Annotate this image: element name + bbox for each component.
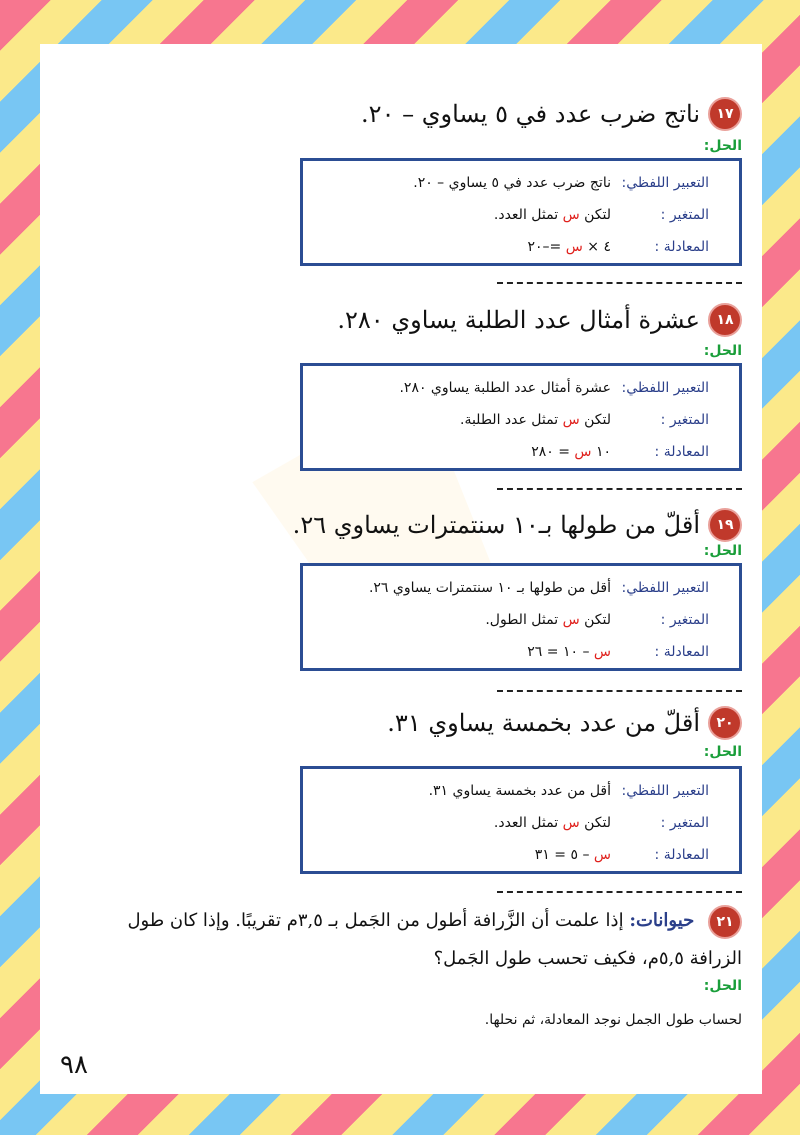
verbal-row (303, 783, 739, 805)
variable-text (460, 412, 611, 428)
question-text: أقلّ من طولها بـ١٠ سنتمترات يساوي ٢٦. (292, 511, 700, 539)
verbal-label: التعبير اللفظي: (621, 175, 709, 191)
variable-row (303, 207, 739, 229)
equation-right: = ٢٨٠ (531, 444, 570, 460)
question-text: عشرة أمثال عدد الطلبة يساوي ٢٨٠. (337, 306, 700, 334)
variable-text (485, 612, 611, 628)
equation-text (531, 444, 611, 460)
solution-box-19 (300, 563, 742, 671)
solution-answer: لحساب طول الجمل نوجد المعادلة، ثم نحلها. (484, 1012, 742, 1028)
variable-suffix: تمثل العدد. (493, 207, 559, 223)
question-19 (293, 508, 742, 542)
verbal-text: ناتج ضرب عدد في ٥ يساوي – ٢٠. (413, 175, 611, 191)
variable-symbol: س (562, 815, 580, 831)
equation-label: المعادلة : (654, 644, 709, 660)
variable-row (303, 815, 739, 837)
variable-text (494, 207, 611, 223)
page-number: ٩٨ (60, 1050, 88, 1080)
solution-box-17 (300, 158, 742, 266)
variable-row (303, 612, 739, 634)
equation-symbol: س (593, 847, 611, 863)
question-number-badge: ٢٠ (708, 706, 742, 740)
separator (497, 282, 742, 284)
equation-symbol: س (574, 444, 592, 460)
equation-row (303, 444, 739, 466)
verbal-row (303, 580, 739, 602)
separator (497, 690, 742, 692)
equation-right: =–٢٠ (527, 239, 562, 255)
variable-suffix: تمثل العدد. (493, 815, 559, 831)
solution-label: الحل: (703, 744, 742, 760)
variable-suffix: تمثل عدد الطلبة. (460, 412, 559, 428)
solution-box-20 (300, 766, 742, 874)
question-17 (361, 97, 742, 131)
question-number-badge: ١٨ (708, 303, 742, 337)
question-number-badge: ١٩ (708, 508, 742, 542)
question-text-line2: الزرافة ٥,٥م، فكيف تحسب طول الجَمل؟ (433, 948, 742, 969)
variable-row (303, 412, 739, 434)
equation-text (527, 644, 611, 660)
equation-right: – ١٠ = ٢٦ (527, 644, 590, 660)
variable-label: المتغير : (660, 412, 709, 428)
question-21-line1 (102, 902, 742, 940)
verbal-row (303, 175, 739, 197)
question-text: ناتج ضرب عدد في ٥ يساوي – ٢٠. (361, 100, 700, 128)
equation-right: – ٥ = ٣١ (534, 847, 590, 863)
question-18 (337, 303, 742, 337)
separator (497, 488, 742, 490)
equation-label: المعادلة : (654, 239, 709, 255)
equation-symbol: س (565, 239, 583, 255)
variable-symbol: س (562, 412, 580, 428)
variable-prefix: لتكن (584, 412, 611, 428)
equation-label: المعادلة : (654, 847, 709, 863)
solution-label: الحل: (703, 343, 742, 359)
equation-left: ١٠ (595, 444, 611, 460)
question-20 (387, 706, 742, 740)
variable-label: المتغير : (660, 815, 709, 831)
equation-row (303, 644, 739, 666)
solution-label: الحل: (703, 138, 742, 154)
variable-prefix: لتكن (584, 815, 611, 831)
question-number-badge: ٢١ (708, 905, 742, 939)
verbal-text: عشرة أمثال عدد الطلبة يساوي ٢٨٠. (399, 380, 611, 396)
verbal-label: التعبير اللفظي: (621, 380, 709, 396)
equation-symbol: س (593, 644, 611, 660)
variable-suffix: تمثل الطول. (485, 612, 559, 628)
question-number-badge: ١٧ (708, 97, 742, 131)
verbal-label: التعبير اللفظي: (621, 580, 709, 596)
solution-box-18 (300, 363, 742, 471)
equation-row (303, 239, 739, 261)
equation-left: ٤ × (587, 239, 611, 255)
solution-label: الحل: (703, 978, 742, 994)
variable-text (494, 815, 611, 831)
equation-label: المعادلة : (654, 444, 709, 460)
variable-symbol: س (562, 612, 580, 628)
variable-label: المتغير : (660, 612, 709, 628)
variable-prefix: لتكن (584, 207, 611, 223)
question-21 (102, 902, 742, 978)
equation-row (303, 847, 739, 869)
verbal-label: التعبير اللفظي: (621, 783, 709, 799)
solution-label: الحل: (703, 543, 742, 559)
verbal-text: أقل من طولها بـ ١٠ سنتمترات يساوي ٢٦. (368, 580, 611, 596)
separator (497, 891, 742, 893)
question-keyword: حيوانات: (629, 910, 695, 931)
variable-prefix: لتكن (584, 612, 611, 628)
question-text: أقلّ من عدد بخمسة يساوي ٣١. (387, 709, 700, 737)
variable-label: المتغير : (660, 207, 709, 223)
equation-text (528, 239, 612, 255)
variable-symbol: س (562, 207, 580, 223)
equation-text (535, 847, 611, 863)
verbal-text: أقل من عدد بخمسة يساوي ٣١. (428, 783, 611, 799)
verbal-row (303, 380, 739, 402)
question-text-line1: إذا علمت أن الزَّرافة أطول من الجَمل بـ ٣,٥م تقريبًا. وإذا كان طول (127, 910, 624, 931)
